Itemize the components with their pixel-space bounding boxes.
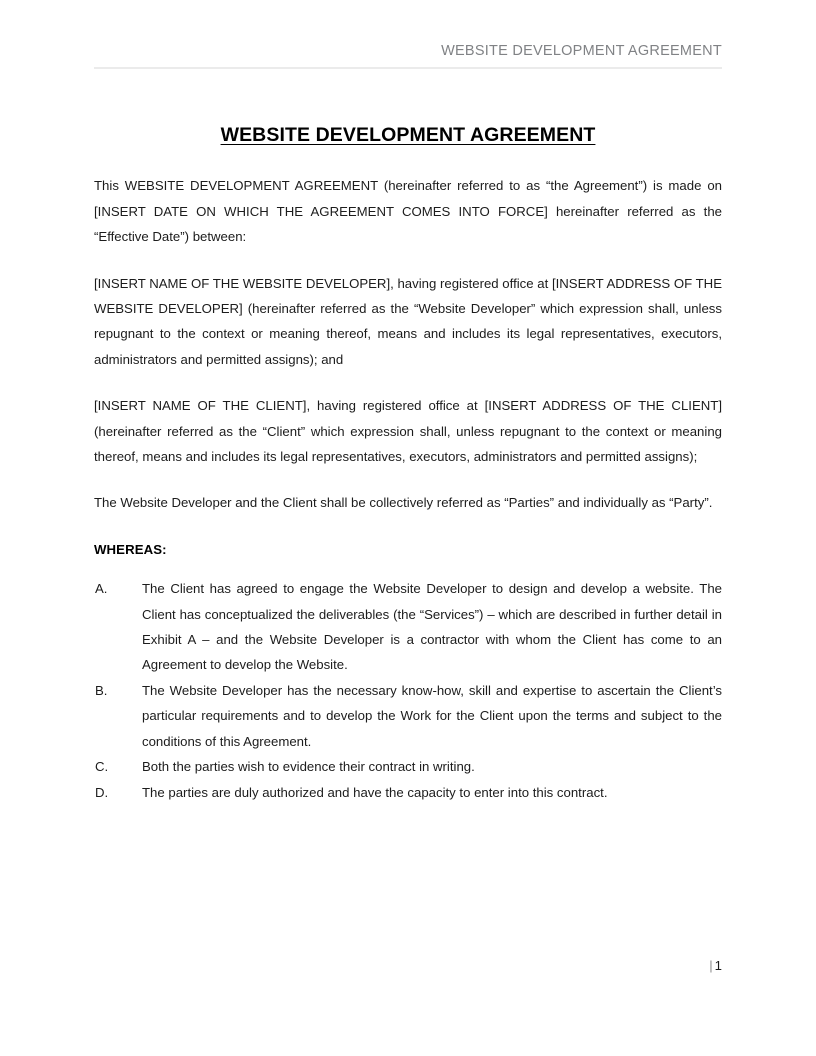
list-item-marker: C.: [95, 759, 109, 775]
footer-separator: |: [709, 958, 713, 973]
list-item: [94, 576, 722, 678]
list-item: [94, 754, 722, 779]
running-header: [94, 44, 722, 69]
list-item: [94, 780, 722, 805]
footer-page-number: 1: [714, 958, 722, 973]
whereas-heading: WHEREAS:: [94, 541, 167, 557]
document-body: [94, 124, 722, 805]
list-item-text: The parties are duly authorized and have the capacity to enter into this contract.: [142, 784, 608, 800]
page-title: [94, 124, 722, 147]
paragraph-party-developer: [INSERT NAME OF THE WEBSITE DEVELOPER], having registered office at [INSERT ADDRESS OF THE WEBSITE DEVELOPER] (hereinafter referred as the “Website Developer” which expression shall, unless repugnant to the context or meaning thereof, means and includes its legal representatives, executors, administrators and permitted assigns); and: [94, 275, 722, 367]
list-item-marker: A.: [95, 581, 108, 597]
paragraph-preamble-recitals: This WEBSITE DEVELOPMENT AGREEMENT (hereinafter referred to as “the Agreement”) is made on [INSERT DATE ON WHICH THE AGREEMENT COMES INTO FORCE] hereinafter referred as the “Effective Date”) between:: [94, 178, 722, 245]
page-title-text: WEBSITE DEVELOPMENT AGREEMENT: [220, 124, 596, 146]
running-header-text: WEBSITE DEVELOPMENT AGREEMENT: [441, 43, 722, 59]
list-item-text: The Client has agreed to engage the Website Developer to design and develop a website. The Client has conceptualized the deliverables (the “Services”) – which are described in further detail in Exhibit A – and the Website Developer is a contractor with whom the Client has come to an Agreement to develop the Website.: [142, 581, 722, 673]
list-item-marker: B.: [95, 682, 108, 698]
list-item: [94, 678, 722, 754]
paragraph-parties-definition: The Website Developer and the Client shall be collectively referred as “Parties” and individually as “Party”.: [94, 495, 713, 511]
list-item-marker: D.: [95, 784, 109, 800]
recitals-list: [94, 576, 722, 805]
list-item-text: The Website Developer has the necessary know-how, skill and expertise to ascertain the Client’s particular requirements and to develop the Work for the Client upon the terms and subject to the conditions of this Agreement.: [142, 682, 722, 749]
list-item-text: Both the parties wish to evidence their contract in writing.: [142, 759, 475, 775]
page-footer: [94, 958, 722, 974]
paragraph-party-client: [INSERT NAME OF THE CLIENT], having registered office at [INSERT ADDRESS OF THE CLIENT] (hereinafter referred as the “Client” which expression shall, unless repugnant to the context or meaning thereof, means and includes its legal representatives, executors, administrators and permitted assigns);: [94, 398, 722, 465]
